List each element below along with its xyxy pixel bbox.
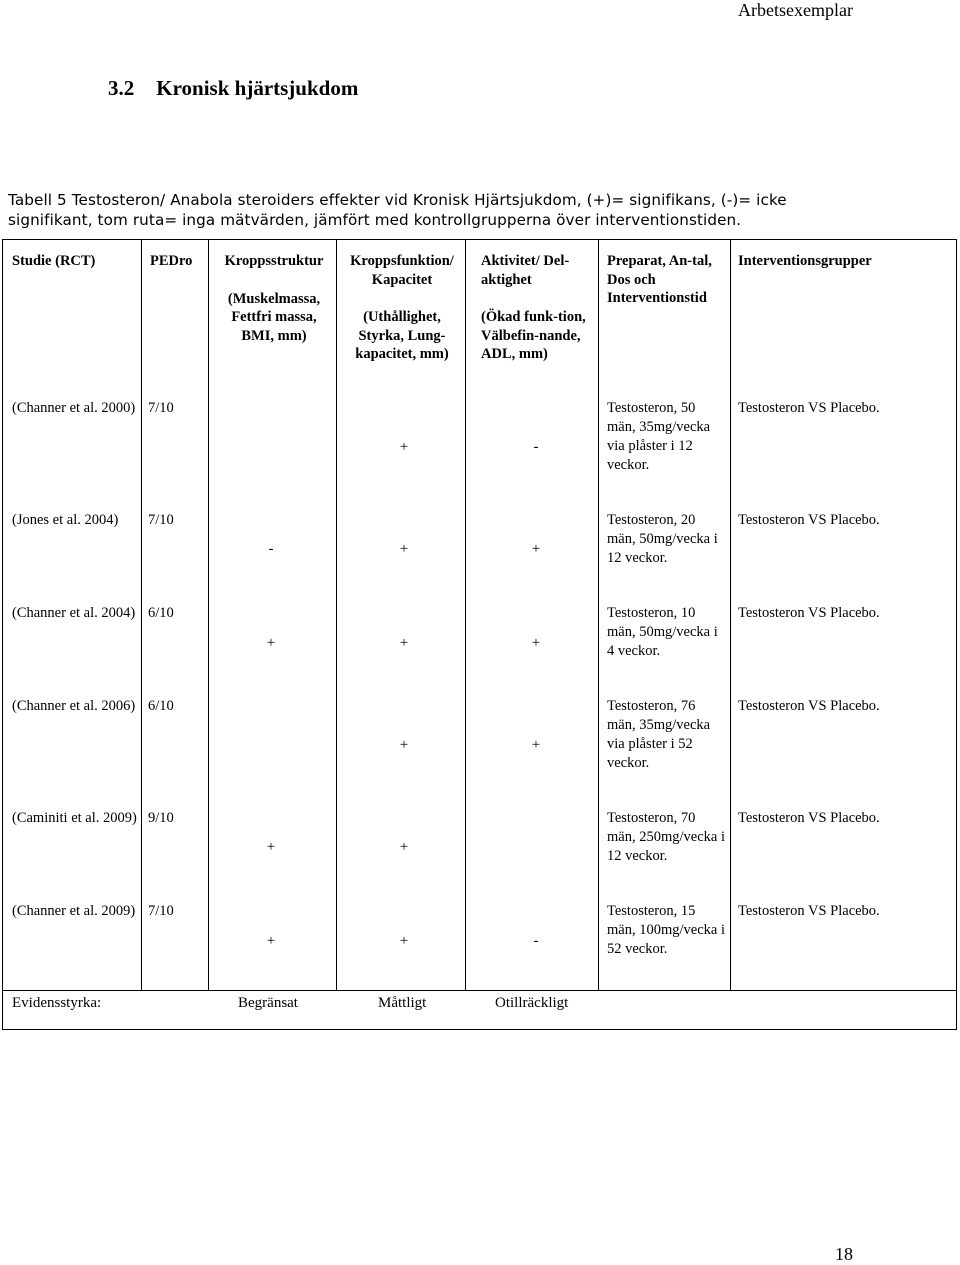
evidence-activity: Otillräckligt <box>495 995 569 1011</box>
header-activity-sub: (Ökad funk-tion, Välbefin-nande, ADL, mm) <box>481 309 586 363</box>
evidence-row-divider <box>2 990 957 991</box>
cell-activity-mark: - <box>533 439 539 455</box>
column-divider <box>141 239 142 991</box>
section-title <box>108 76 358 101</box>
cell-group: Testosteron VS Placebo. <box>738 698 880 714</box>
cell-group: Testosteron VS Placebo. <box>738 810 880 826</box>
cell-pedro: 9/10 <box>148 810 174 826</box>
cell-function-mark: + <box>399 839 409 855</box>
cell-function-mark: + <box>399 541 409 557</box>
header-groups: Interventionsgrupper <box>738 253 872 269</box>
cell-activity-mark: + <box>531 737 541 753</box>
header-body-structure <box>215 252 333 345</box>
cell-function-mark: + <box>399 933 409 949</box>
column-divider <box>465 239 466 991</box>
cell-group: Testosteron VS Placebo. <box>738 512 880 528</box>
table-caption: Tabell 5 Testosteron/ Anabola steroiders effekter vid Kronisk Hjärtsjukdom, (+)= signifikans, (-)= icke signifikant, tom ruta= inga mätvärden, jämfört med kontrollgrupperna över interventionstiden. <box>8 191 787 229</box>
header-tag: Arbetsexemplar <box>738 0 853 20</box>
cell-function-mark: + <box>399 737 409 753</box>
header-activity-title: Aktivitet/ Del-aktighet <box>481 253 570 288</box>
cell-group: Testosteron VS Placebo. <box>738 400 880 416</box>
page-number: 18 <box>835 1244 853 1264</box>
section-number: 3.2 <box>108 76 135 100</box>
column-divider <box>336 239 337 991</box>
column-divider <box>730 239 731 991</box>
cell-study: (Channer et al. 2004) <box>12 605 136 621</box>
cell-preparation: Testosteron, 15 män, 100mg/vecka i 52 veckor. <box>607 903 725 957</box>
cell-group: Testosteron VS Placebo. <box>738 903 880 919</box>
cell-study: (Jones et al. 2004) <box>12 512 119 528</box>
cell-preparation: Testosteron, 10 män, 50mg/vecka i 4 veckor. <box>607 605 718 659</box>
cell-study: (Caminiti et al. 2009) <box>12 810 137 826</box>
evidence-label: Evidensstyrka: <box>12 995 102 1011</box>
cell-function-mark: + <box>399 635 409 651</box>
header-body-structure-sub: (Muskelmassa, Fettfri massa, BMI, mm) <box>227 290 321 344</box>
column-divider <box>598 239 599 991</box>
header-body-structure-title: Kroppsstruktur <box>224 253 324 269</box>
cell-structure-mark: - <box>268 541 274 557</box>
header-pedro: PEDro <box>150 253 193 269</box>
header-activity <box>481 252 591 364</box>
cell-preparation: Testosteron, 50 män, 35mg/vecka via plåster i 12 veckor. <box>607 400 711 473</box>
cell-function-mark: + <box>399 439 409 455</box>
header-body-function-title: Kroppsfunktion/ Kapacitet <box>350 253 454 288</box>
cell-preparation: Testosteron, 76 män, 35mg/vecka via plåster i 52 veckor. <box>607 698 711 771</box>
section-name: Kronisk hjärtsjukdom <box>156 76 359 100</box>
evidence-structure: Begränsat <box>238 995 298 1011</box>
cell-pedro: 7/10 <box>148 903 174 919</box>
cell-group: Testosteron VS Placebo. <box>738 605 880 621</box>
cell-pedro: 7/10 <box>148 400 174 416</box>
cell-pedro: 7/10 <box>148 512 174 528</box>
evidence-function: Måttligt <box>378 995 427 1011</box>
cell-study: (Channer et al. 2000) <box>12 400 136 416</box>
cell-structure-mark: + <box>266 635 276 651</box>
header-body-function-sub: (Uthållighet, Styrka, Lung-kapacitet, mm) <box>355 309 449 363</box>
cell-preparation: Testosteron, 20 män, 50mg/vecka i 12 veckor. <box>607 512 718 566</box>
cell-pedro: 6/10 <box>148 605 174 621</box>
cell-structure-mark: + <box>266 839 276 855</box>
cell-activity-mark: + <box>531 635 541 651</box>
cell-structure-mark: + <box>266 933 276 949</box>
cell-preparation: Testosteron, 70 män, 250mg/vecka i 12 veckor. <box>607 810 725 864</box>
header-preparation: Preparat, An-tal, Dos och Interventionstid <box>607 253 712 307</box>
cell-activity-mark: + <box>531 541 541 557</box>
header-study: Studie (RCT) <box>12 253 96 269</box>
cell-activity-mark: - <box>533 933 539 949</box>
cell-study: (Channer et al. 2006) <box>12 698 136 714</box>
header-body-function <box>342 252 462 364</box>
column-divider <box>208 239 209 991</box>
cell-pedro: 6/10 <box>148 698 174 714</box>
cell-study: (Channer et al. 2009) <box>12 903 136 919</box>
